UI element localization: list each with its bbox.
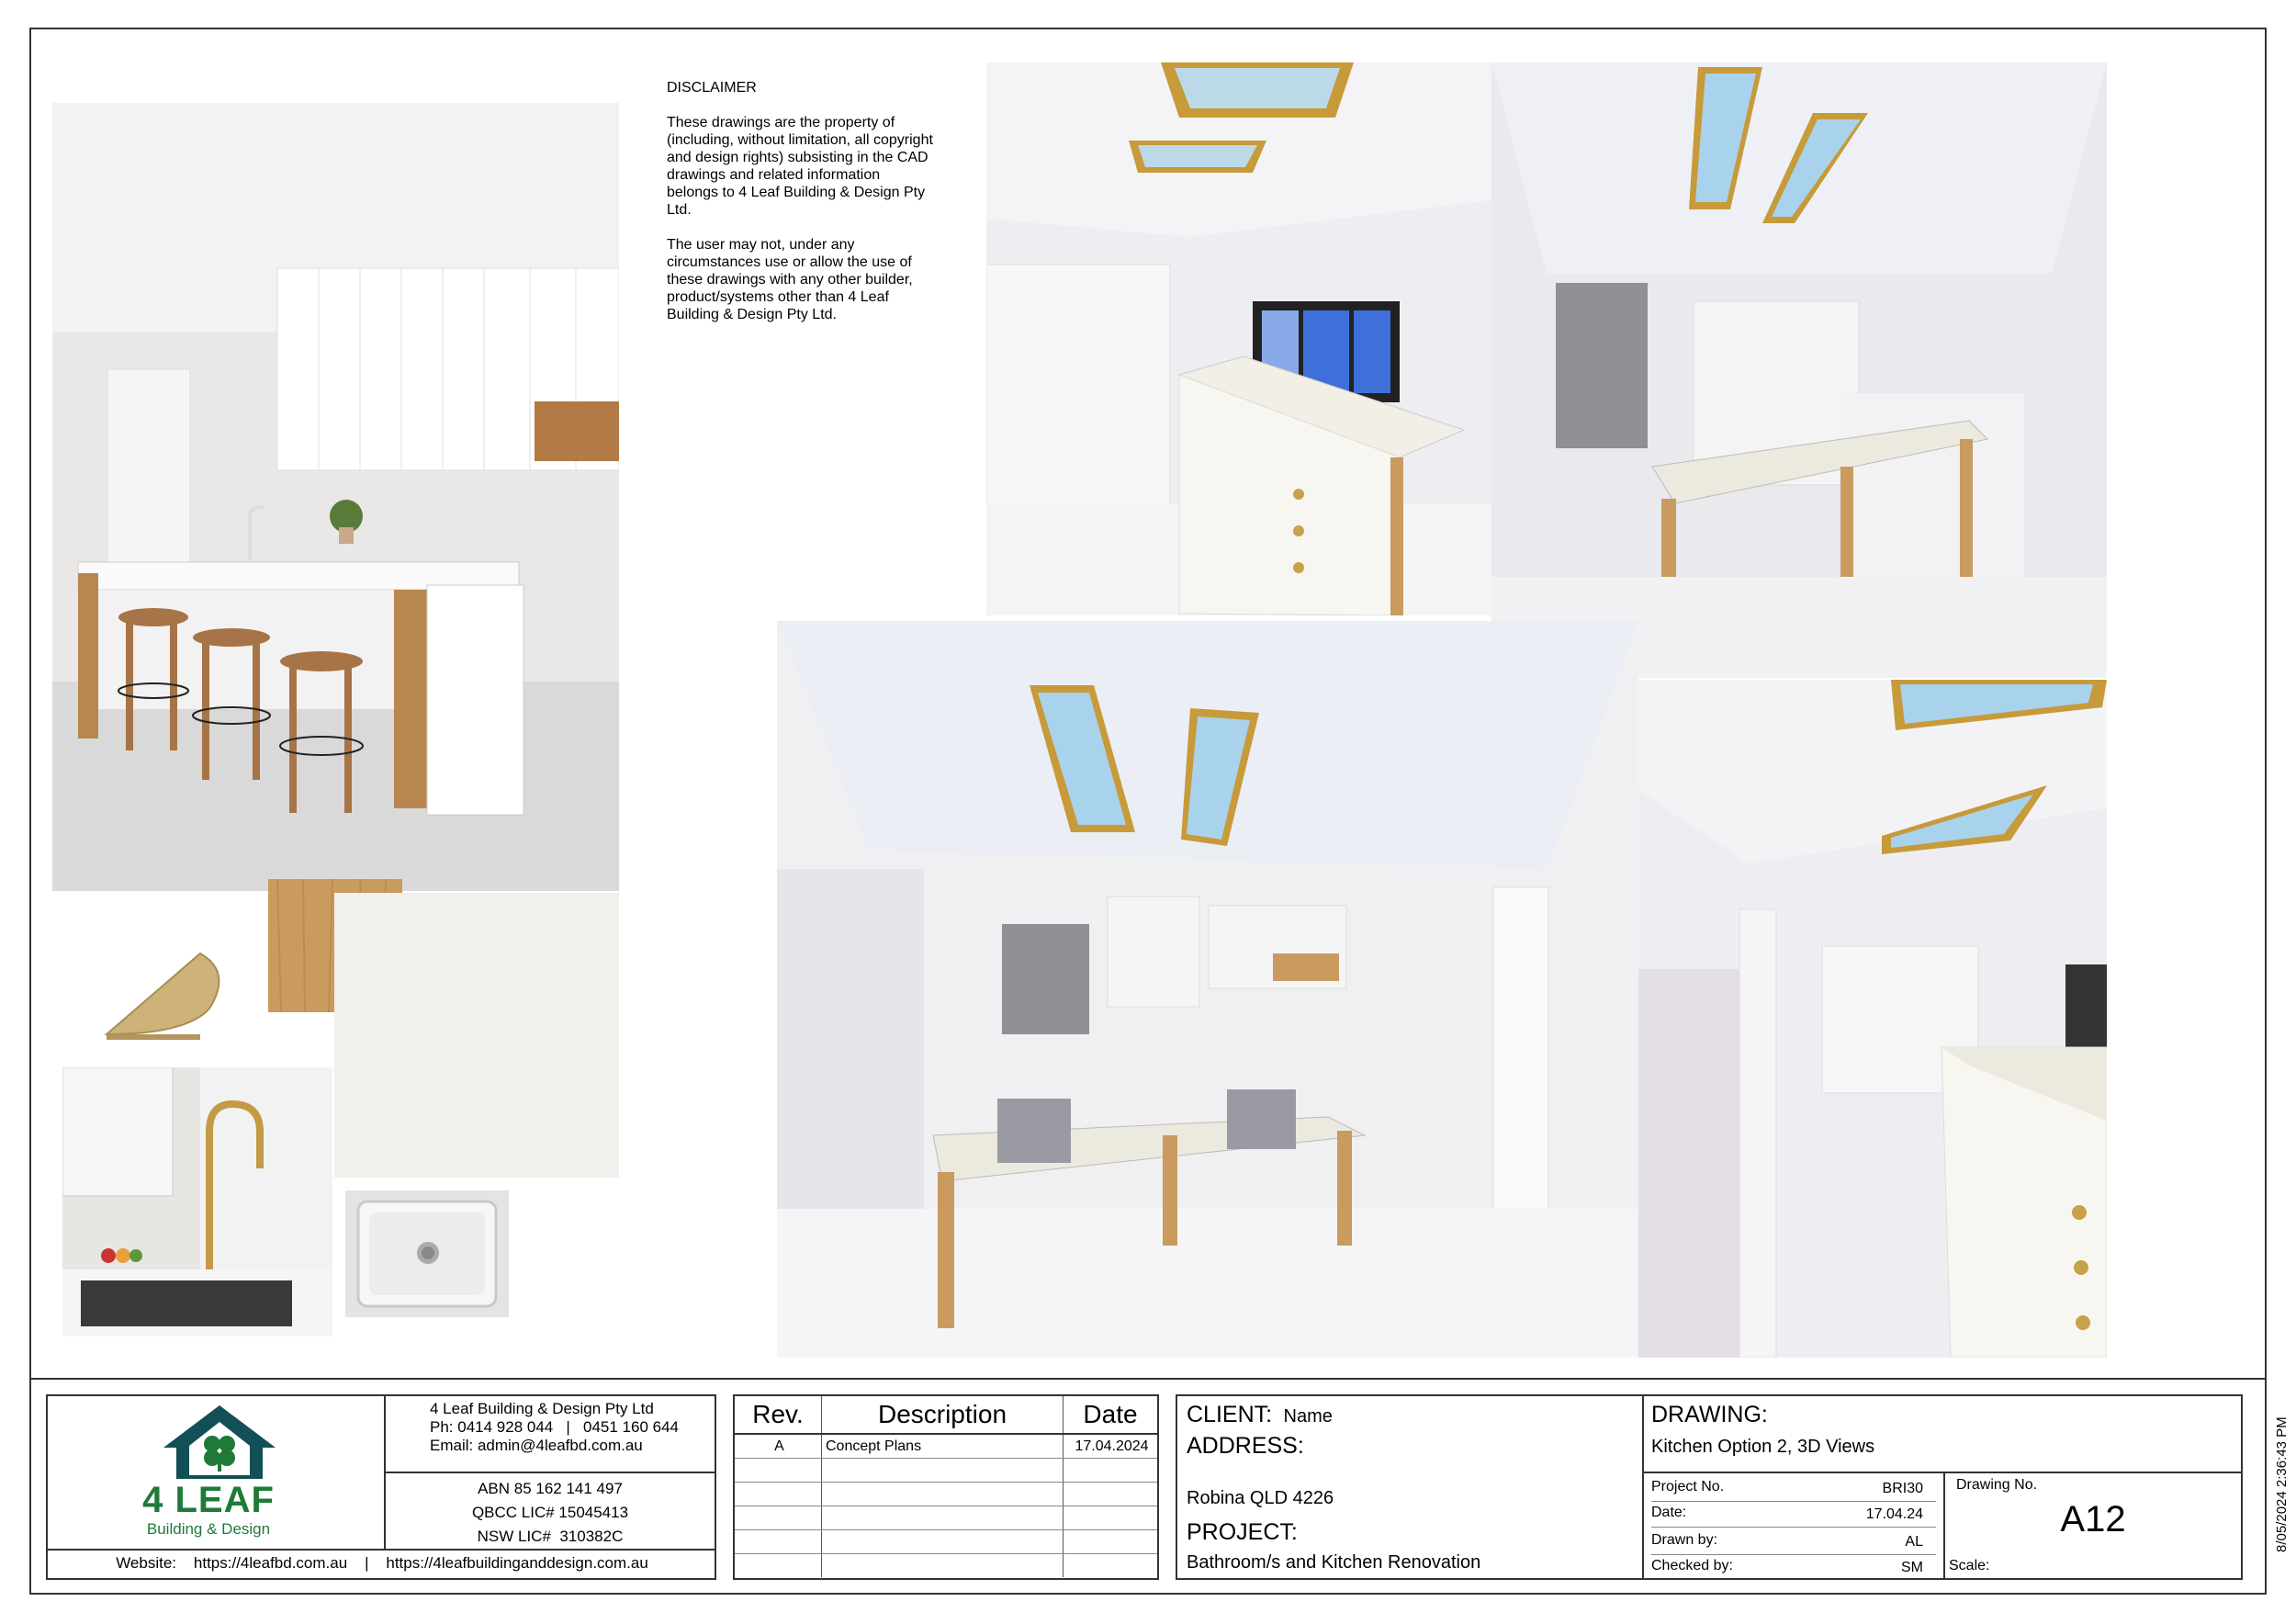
print-timestamp: 8/05/2024 2:36:43 PM <box>2274 1416 2290 1552</box>
date-row <box>1651 1501 1936 1528</box>
table-row <box>735 1434 1157 1459</box>
date-header: Date <box>1064 1396 1158 1434</box>
date-cell: 17.04.2024 <box>1064 1434 1158 1459</box>
logo-wordmark <box>130 1481 287 1539</box>
table-row <box>735 1459 1157 1483</box>
inspiration-photo-kitchen <box>52 103 619 891</box>
revision-table <box>735 1396 1157 1577</box>
render-view-1 <box>986 62 1491 615</box>
table-row <box>735 1554 1157 1578</box>
brass-handle-sample <box>99 935 224 1043</box>
date-cell <box>1064 1483 1158 1506</box>
render-view-2 <box>1491 62 2107 678</box>
rev-header: Rev. <box>735 1396 822 1434</box>
rev-cell <box>735 1459 822 1483</box>
drawn-by-row <box>1651 1528 1936 1555</box>
revision-table-box <box>733 1394 1159 1580</box>
date-cell <box>1064 1459 1158 1483</box>
description-cell <box>822 1554 1064 1578</box>
company-registrations <box>384 1477 716 1549</box>
rev-cell <box>735 1530 822 1554</box>
disclaimer-paragraph-1: These drawings are the property of (including, without limitation, all copyright and design rights) subsisting in the CAD drawings and related information belongs to 4 Leaf Building & Design Pty Ltd. <box>667 115 933 218</box>
company-qbcc: QBCC LIC# 15045413 <box>471 1504 629 1521</box>
disclaimer-title: DISCLAIMER <box>667 80 757 96</box>
address-label: ADDRESS: <box>1187 1433 1304 1459</box>
render-view-3 <box>777 621 1638 1358</box>
checked-by-label: Checked by: <box>1651 1558 1733 1573</box>
render-view-4 <box>1638 680 2107 1358</box>
project-no-value: BRI30 <box>1882 1481 1923 1496</box>
date-cell <box>1064 1530 1158 1554</box>
drawing-no-value: A12 <box>2060 1499 2126 1539</box>
description-header: Description <box>822 1396 1064 1434</box>
table-row <box>735 1483 1157 1506</box>
project-no-row <box>1651 1475 1936 1502</box>
checked-by-value: SM <box>1901 1560 1923 1575</box>
date-cell <box>1064 1506 1158 1530</box>
description-cell: Concept Plans <box>822 1434 1064 1459</box>
project-label: PROJECT: <box>1187 1519 1298 1545</box>
brass-tap-photo <box>62 1067 332 1336</box>
white-sink-sample <box>345 1190 509 1317</box>
table-row <box>735 1530 1157 1554</box>
description-cell <box>822 1530 1064 1554</box>
rev-cell <box>735 1506 822 1530</box>
company-abn: ABN 85 162 141 497 <box>478 1480 623 1497</box>
drawn-by-value: AL <box>1905 1534 1923 1550</box>
white-finish-swatch <box>334 893 619 1178</box>
client-label: CLIENT: <box>1187 1402 1273 1427</box>
company-nsw: NSW LIC# 310382C <box>477 1528 624 1545</box>
disclaimer-paragraph-2: The user may not, under any circumstances use or allow the use of these drawings with any other builder, product/systems other than 4 Leaf Building & Design Pty Ltd. <box>667 237 913 322</box>
company-contact <box>430 1400 679 1455</box>
date-label: Date: <box>1651 1505 1687 1520</box>
project-value: Bathroom/s and Kitchen Renovation <box>1187 1552 1481 1573</box>
client-line <box>1187 1402 1333 1428</box>
company-info-box <box>46 1394 716 1580</box>
company-name: 4 Leaf Building & Design Pty Ltd <box>430 1400 654 1417</box>
checked-by-row <box>1651 1554 1936 1580</box>
scale-label: Scale: <box>1949 1558 1990 1573</box>
disclaimer-block <box>667 79 933 341</box>
client-name: Name <box>1283 1406 1333 1427</box>
company-phone: Ph: 0414 928 044 | 0451 160 644 <box>430 1418 679 1436</box>
drawing-label: DRAWING: <box>1651 1402 1768 1427</box>
address-value: Robina QLD 4226 <box>1187 1488 1334 1508</box>
project-info-box <box>1176 1394 2243 1580</box>
date-cell <box>1064 1554 1158 1578</box>
rev-cell <box>735 1483 822 1506</box>
company-email: Email: admin@4leafbd.com.au <box>430 1437 643 1454</box>
description-cell <box>822 1459 1064 1483</box>
description-cell <box>822 1506 1064 1530</box>
drawn-by-label: Drawn by: <box>1651 1532 1718 1548</box>
company-website: Website: https://4leafbd.com.au | https://4leafbuildinganddesign.com.au <box>116 1554 648 1572</box>
rev-cell: A <box>735 1434 822 1459</box>
logo-main-text: 4 LEAF <box>142 1480 275 1520</box>
title-block-divider <box>29 1378 2267 1380</box>
drawing-title: Kitchen Option 2, 3D Views <box>1651 1437 1875 1457</box>
table-row <box>735 1506 1157 1530</box>
date-value: 17.04.24 <box>1865 1506 1923 1522</box>
drawing-no-label: Drawing No. <box>1956 1477 2038 1493</box>
rev-cell <box>735 1554 822 1578</box>
house-leaf-logo-icon <box>160 1402 279 1481</box>
logo-sub-text: Building & Design <box>146 1520 271 1538</box>
description-cell <box>822 1483 1064 1506</box>
project-no-label: Project No. <box>1651 1479 1725 1494</box>
